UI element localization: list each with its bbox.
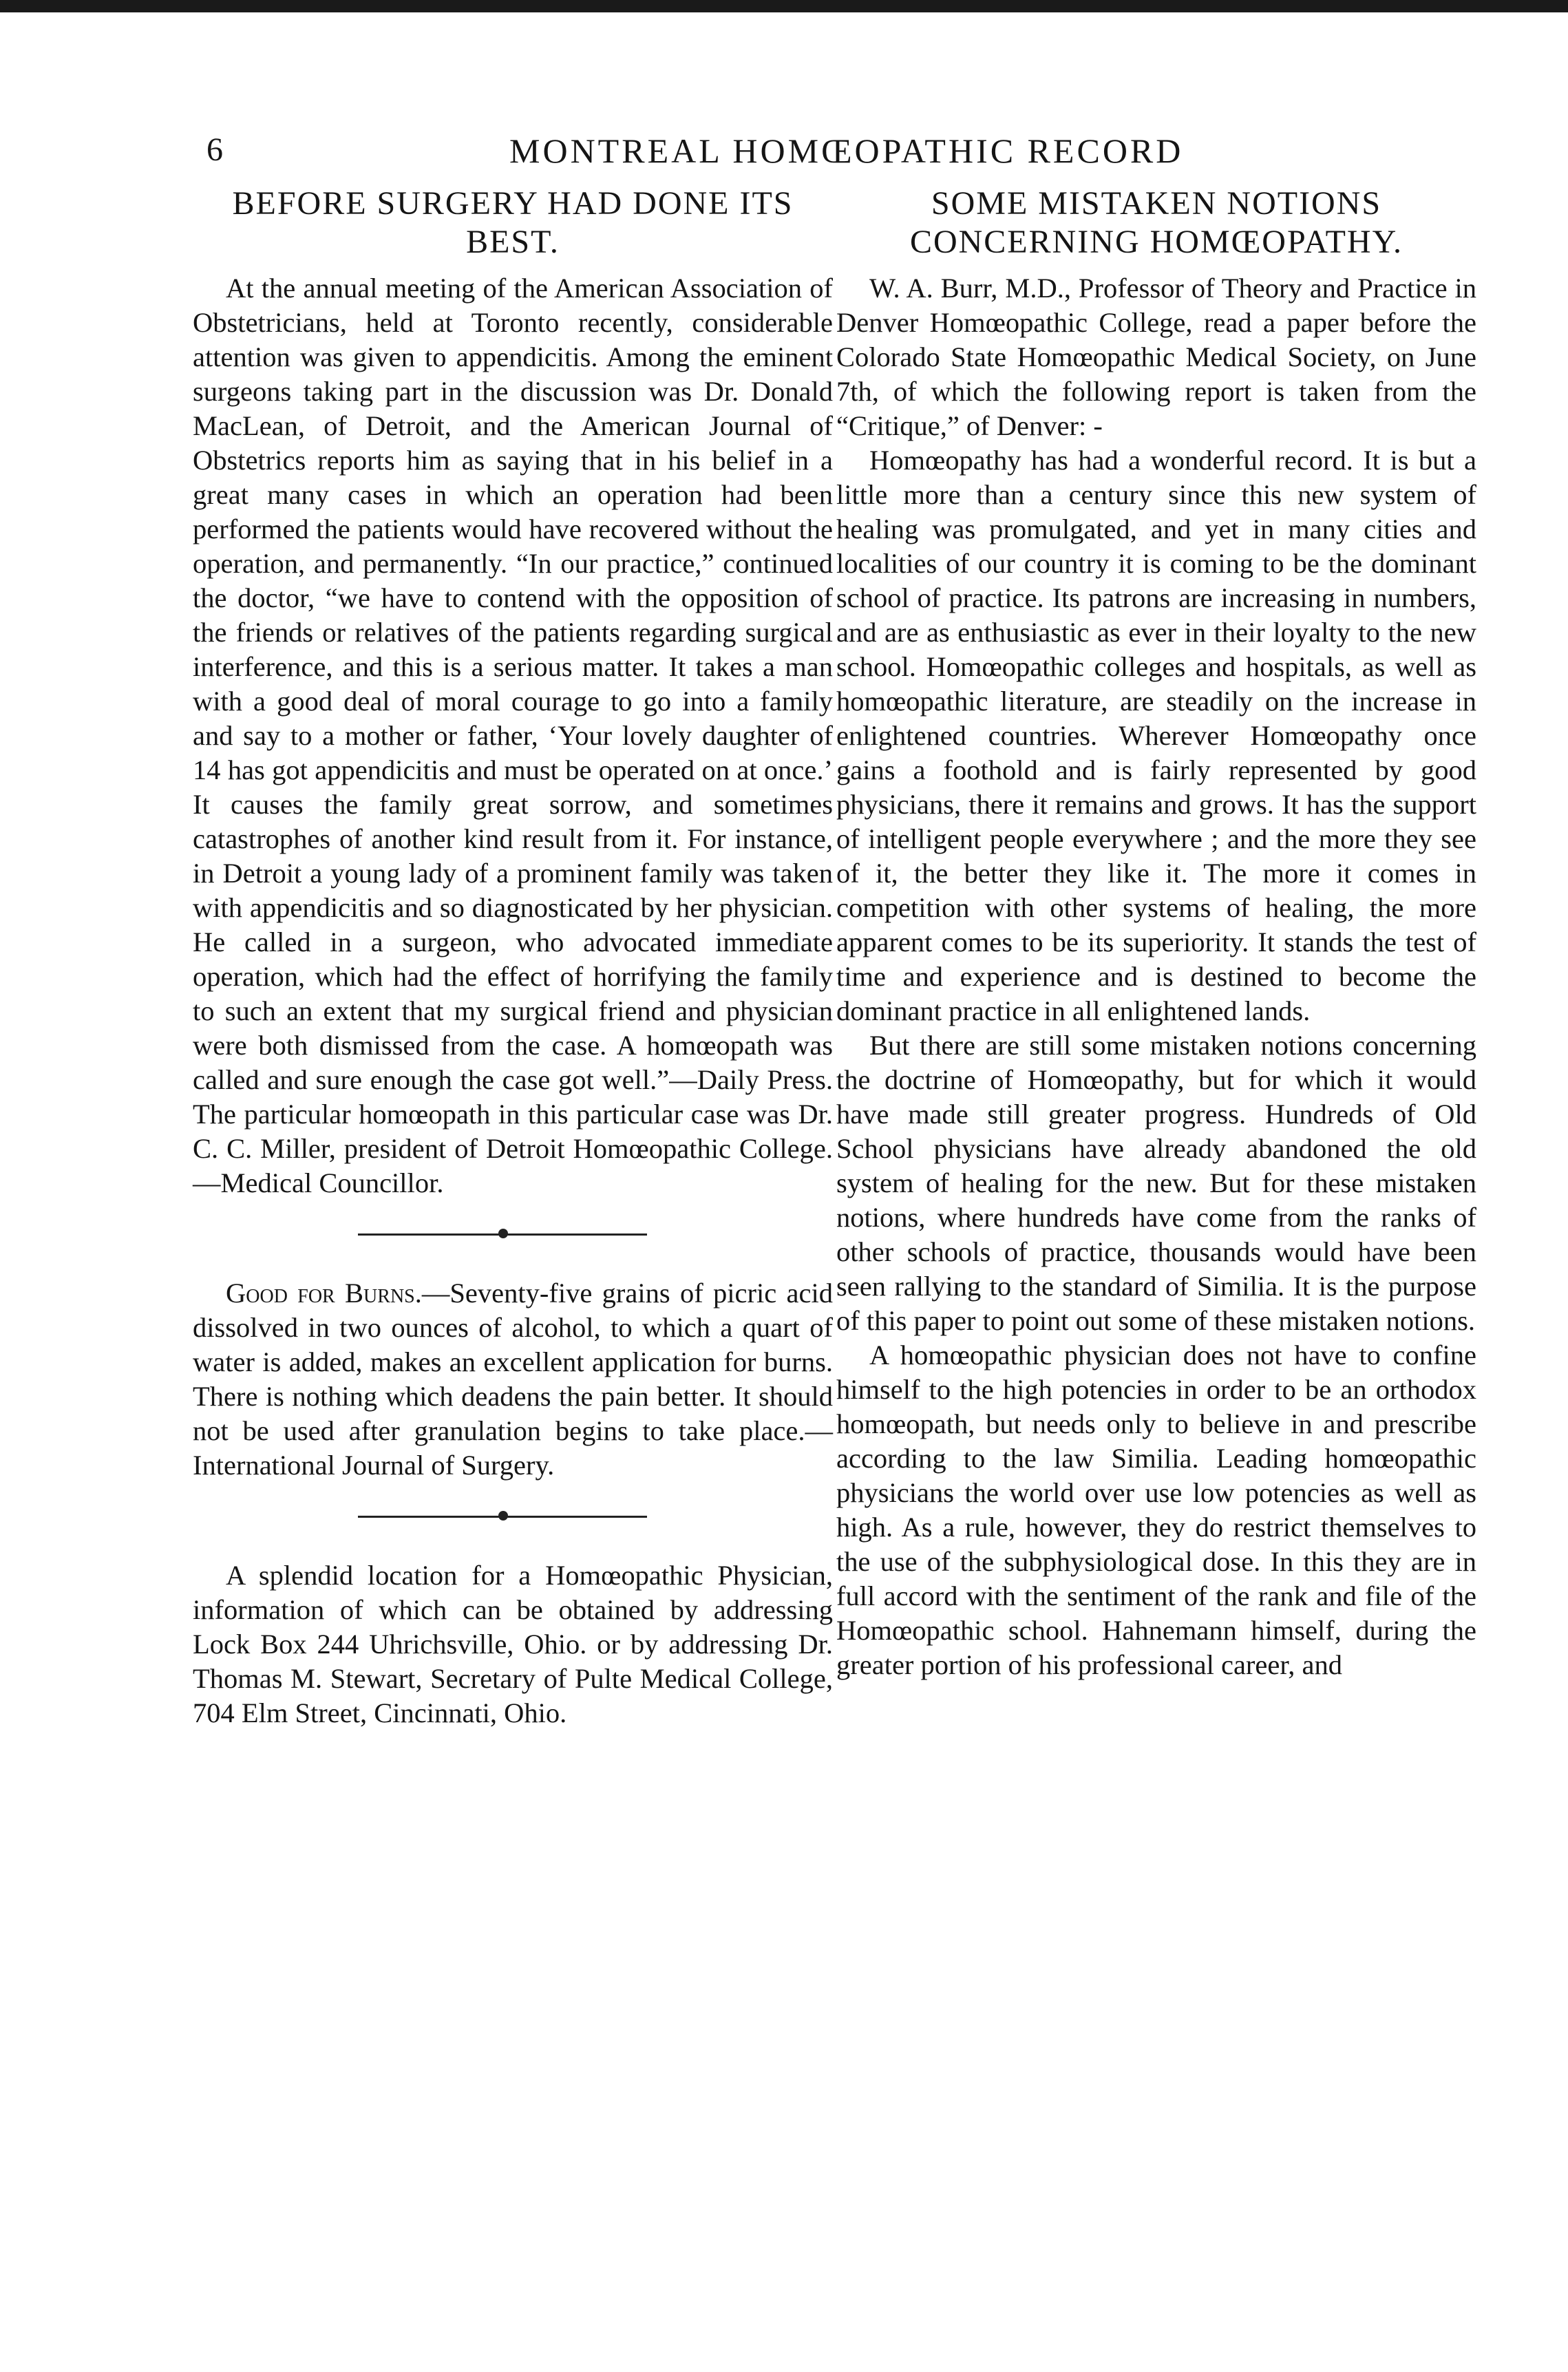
top-border — [0, 0, 1568, 12]
article-burns — [193, 1276, 833, 1483]
article-paragraph: But there are still some mistaken notions concerning the doctrine of Homœopathy, but for which it would have made still greater progress. Hundreds of Old School physicians have already abandoned the old system of healing for the new. But for these mistaken notions, where hundreds have come from the ranks of other schools of practice, thousands would have been seen rallying to the standard of Similia. It is the purpose of this paper to point out some of these mistaken notions. — [836, 1030, 1476, 1336]
article-body-surgery: At the annual meeting of the American Association of Obstetricians, held at Toronto recently, considerable attention was given to appendicitis. Among the eminent surgeons taking part in the discussion was Dr. Donald MacLean, of Detroit, and the American Journal of Obstetrics reports him as saying that in his belief in a great many cases in which an operation had been performed the patients would have recovered without the operation, and permanently. “In our practice,” continued the doctor, “we have to contend with the opposition of the friends or relatives of the patients regarding surgical interference, and this is a serious matter. It takes a man with a good deal of moral courage to go into a family and say to a mother or father, ‘Your lovely daughter of 14 has got appendicitis and must be operated on at once.’ It causes the family great sorrow, and sometimes catastrophes of another kind result from it. For instance, in Detroit a young lady of a prominent family was taken with appendicitis and so diagnosticated by her physician. He called in a surgeon, who advocated immediate operation, which had the effect of horrifying the family to such an extent that my surgical friend and physician were both dismissed from the case. A homœopath was called and sure enough the case got well.”—Daily Press. The particular homœopath in this particular case was Dr. C. C. Miller, president of Detroit Homœopathic College.—Medical Councillor. — [193, 273, 833, 1198]
article-paragraph: A homœopathic physician does not have to confine himself to the high potencies in order to be an orthodox homœopath, but needs only to believe in and prescribe according to the law Similia. Leading homœopathic physicians the world over use low potencies as well as high. As a rule, however, they do restrict themselves to the use of the subphysiological dose. In this they are in full accord with the sentiment of the rank and file of the Homœopathic school. Hahnemann himself, during the greater portion of his professional career, and — [836, 1339, 1476, 1680]
article-title-surgery: BEFORE SURGERY HAD DONE ITS BEST. — [232, 185, 794, 260]
notice-location: A splendid location for a Homœopathic Physician, information of which can be obtained by addressing Lock Box 244 Uhrichsville, Ohio. or by addressing Dr. Thomas M. Stewart, Secretary of Pulte Medical College, 704 Elm Street, Cincinnati, Ohio. — [193, 1560, 833, 1728]
section-divider — [193, 1503, 833, 1531]
running-head — [206, 131, 1239, 186]
article-burns-lead: Good for Burns. — [226, 1278, 422, 1309]
divider-dot — [498, 1511, 508, 1521]
left-column — [193, 184, 833, 1730]
right-column — [836, 184, 1476, 1682]
article-intro: W. A. Burr, M.D., Professor of Theory and Practice in Denver Homœopathic College, read a paper before the Colorado State Homœopathic Medical Society, on June 7th, of which the following report is taken from the “Critique,” of Denver: - — [836, 273, 1476, 441]
section-divider — [193, 1221, 833, 1249]
article-burns-body: —Seventy-five grains of picric acid dissolved in two ounces of alcohol, to which a quart of water is added, makes an excellent application for burns. There is nothing which deadens the pain better. It should not be used after granulation begins to take place.—International Journal of Surgery. — [193, 1278, 833, 1481]
page-number: 6 — [206, 131, 223, 168]
journal-title: MONTREAL HOMŒOPATHIC RECORD — [509, 131, 1184, 170]
article-paragraph: Homœopathy has had a wonderful record. It is but a little more than a century since this new system of healing was promulgated, and yet in many cities and localities of our country it is coming to be the dominant school of practice. Its patrons are increasing in numbers, and are as enthusiastic as ever in their loyalty to the new school. Homœopathic colleges and hospitals, as well as homœopathic literature, are steadily on the increase in enlightened countries. Wherever Homœopathy once gains a foothold and is fairly represented by good physicians, there it remains and grows. It has the support of intelligent people everywhere ; and the more they see of it, the better they like it. The more it comes in competition with other systems of healing, the more apparent comes to be its superiority. It stands the test of time and experience and is destined to become the dominant practice in all enlightened lands. — [836, 445, 1476, 1026]
article-title-mistaken-notions: SOME MISTAKEN NOTIONS CONCERNING HOMŒOPATHY. — [909, 185, 1403, 260]
divider-dot — [498, 1229, 508, 1238]
